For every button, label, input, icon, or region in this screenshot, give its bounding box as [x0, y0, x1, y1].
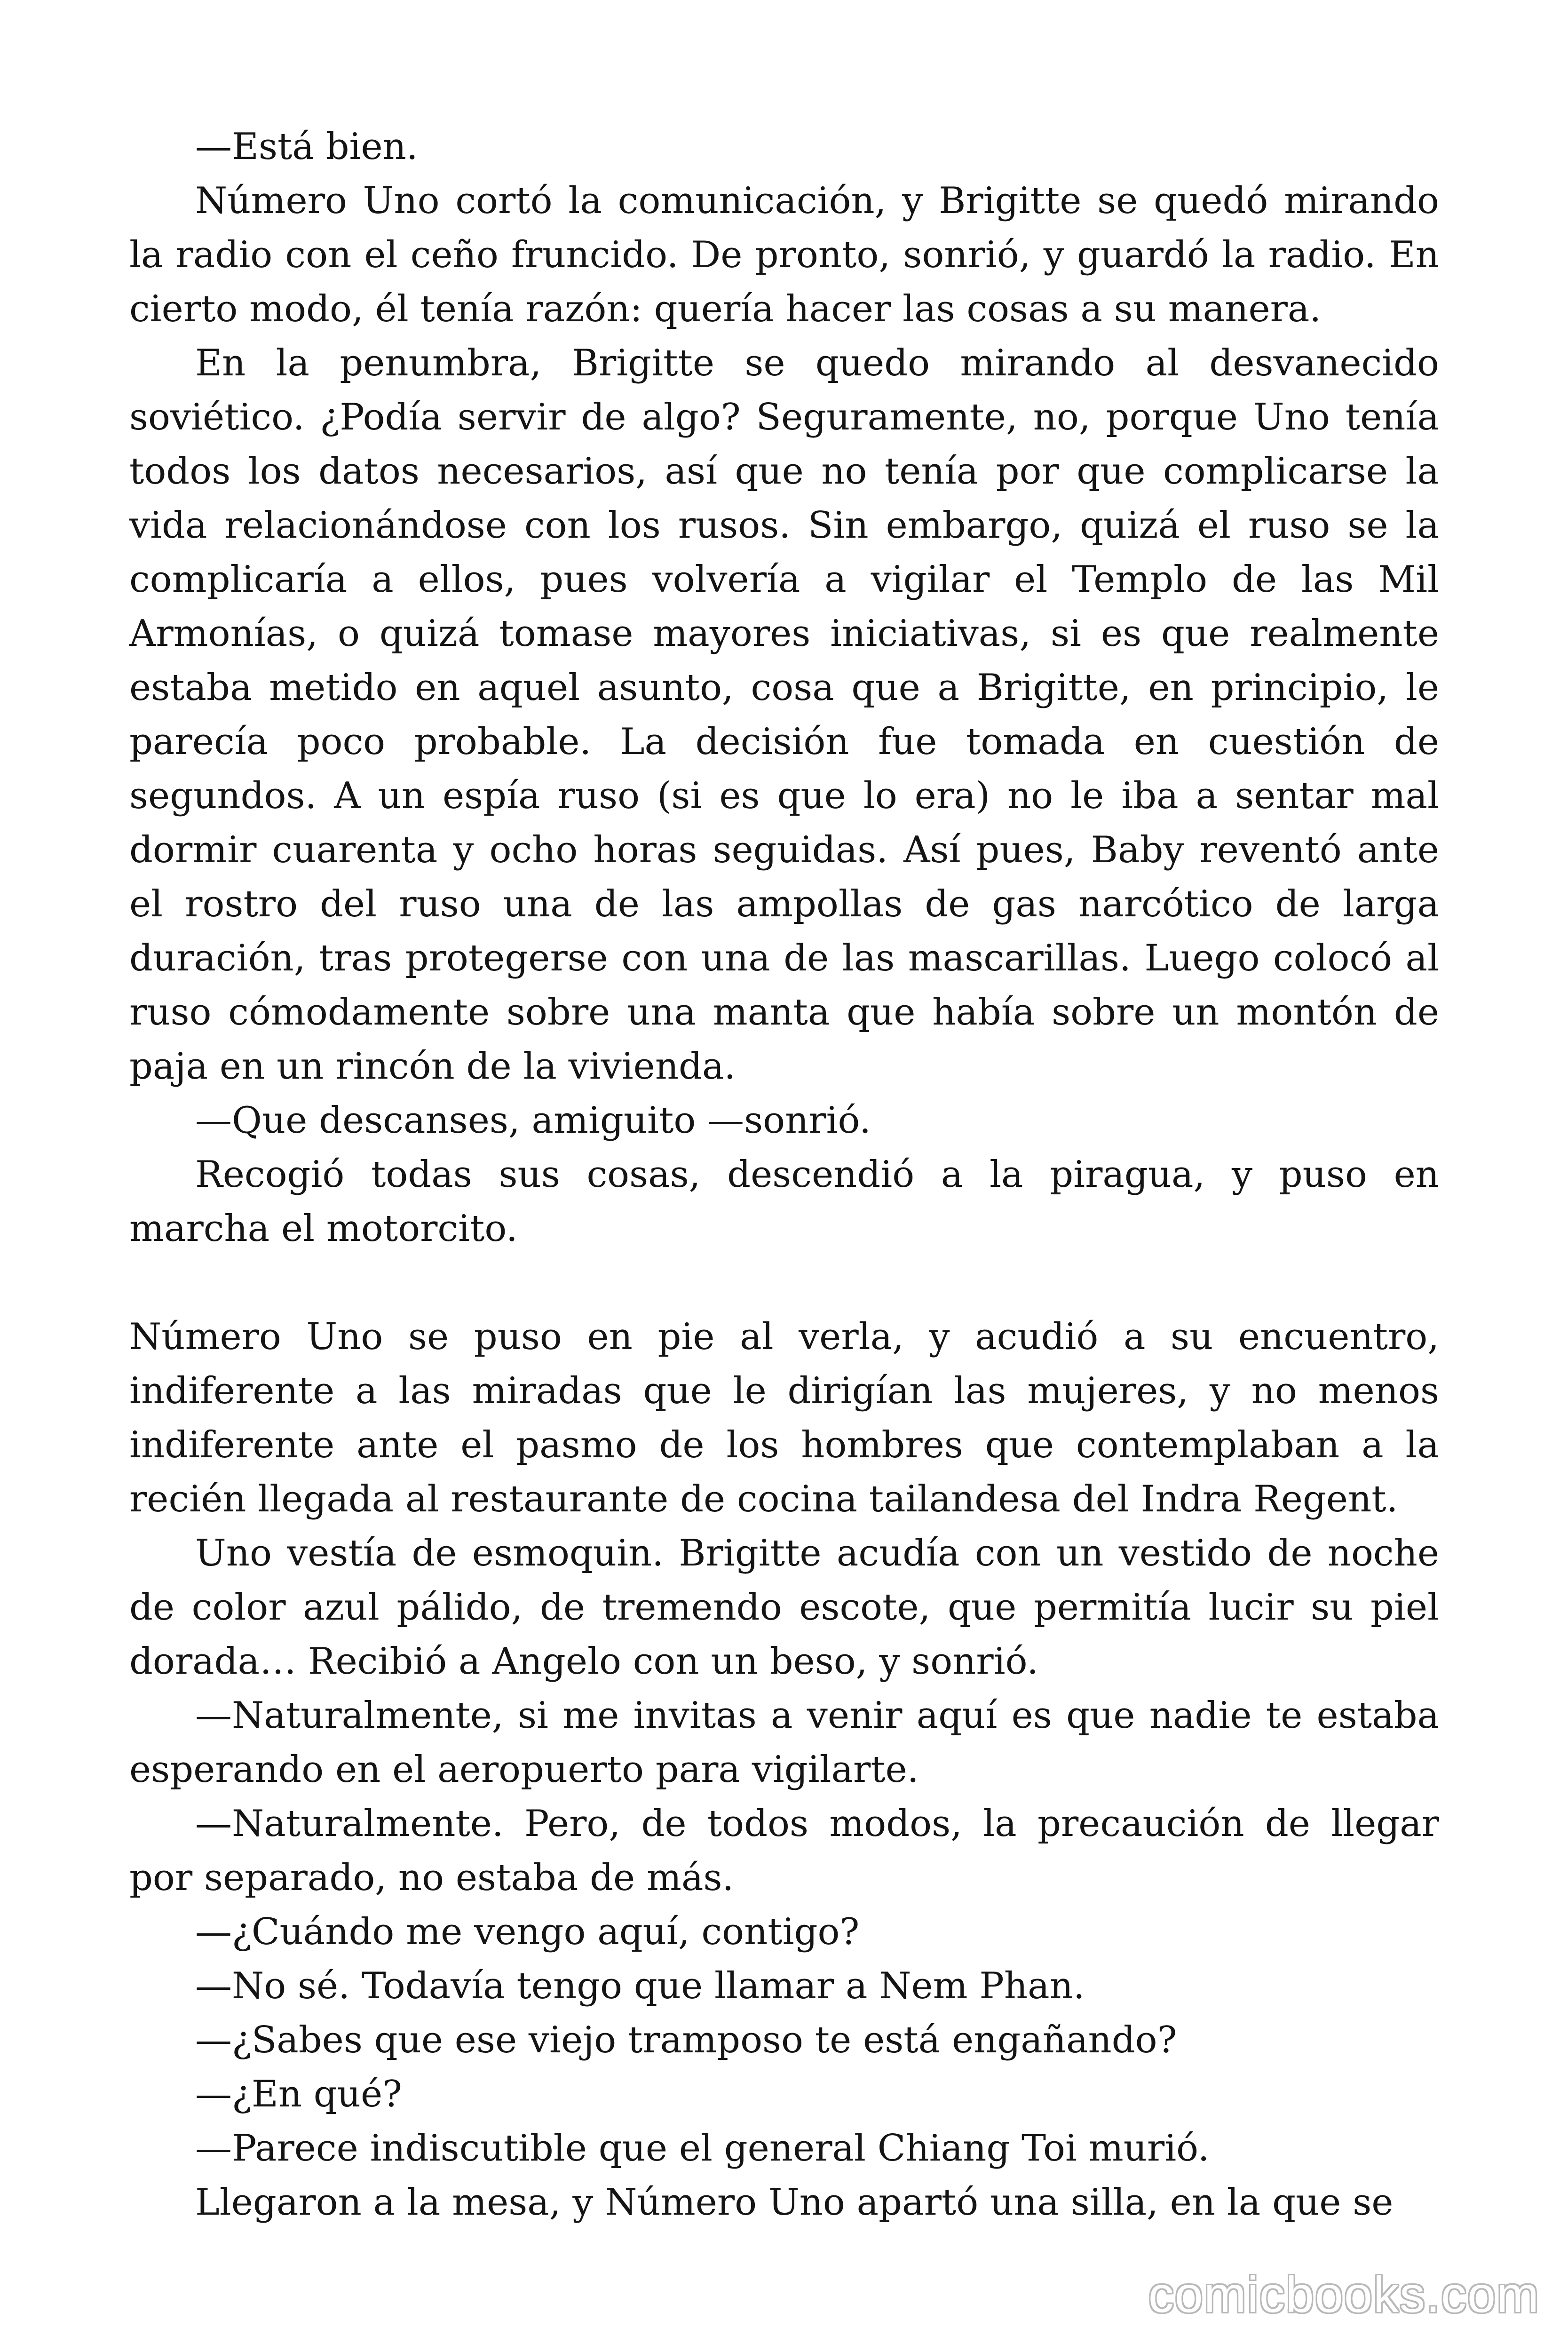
- paragraph: —Naturalmente, si me invitas a venir aquí es que nadie te estaba esperando en el aeropuerto para vigilarte.: [129, 1694, 1439, 1791]
- section-break: [129, 1256, 1439, 1310]
- paragraph: —No sé. Todavía tengo que llamar a Nem Phan.: [195, 1965, 1085, 2007]
- paragraph: —Está bien.: [195, 126, 418, 168]
- body-text: [129, 120, 1439, 2230]
- paragraph: —Que descanses, amiguito —sonrió.: [195, 1099, 871, 1142]
- paragraph: —Naturalmente. Pero, de todos modos, la precaución de llegar por separado, no estaba de más.: [129, 1803, 1439, 1899]
- watermark: comicbooks.com: [1148, 2266, 1540, 2323]
- paragraph: Número Uno se puso en pie al verla, y acudió a su encuentro, indiferente a las miradas que le dirigían las mujeres, y no menos indiferente ante el pasmo de los hombres que contemplaban a la recién llegada al restaurante de cocina tailandesa del Indra Regent.: [129, 1316, 1439, 1520]
- paragraph: Recogió todas sus cosas, descendió a la piragua, y puso en marcha el motorcito.: [129, 1153, 1439, 1250]
- paragraph: —¿En qué?: [195, 2073, 402, 2115]
- paragraph: Llegaron a la mesa, y Número Uno apartó una silla, en la que se: [195, 2181, 1394, 2224]
- paragraph: En la penumbra, Brigitte se quedo mirando al desvanecido soviético. ¿Podía servir de algo? Seguramente, no, porque Uno tenía todos los datos necesarios, así que no tenía por que complicarse la vida relacionándose con los rusos. Sin embargo, quizá el ruso se la complicaría a ellos, pues volvería a vigilar el Templo de las Mil Armonías, o quizá tomase mayores iniciativas, si es que realmente estaba metido en aquel asunto, cosa que a Brigitte, en principio, le parecía poco probable. La decisión fue tomada en cuestión de segundos. A un espía ruso (si es que lo era) no le iba a sentar mal dormir cuarenta y ocho horas seguidas. Así pues, Baby reventó ante el rostro del ruso una de las ampollas de gas narcótico de larga duración, tras protegerse con una de las mascarillas. Luego colocó al ruso cómodamente sobre una manta que había sobre un montón de paja en un rincón de la vivienda.: [129, 342, 1439, 1088]
- paragraph: —¿Sabes que ese viejo tramposo te está engañando?: [195, 2019, 1177, 2061]
- paragraph: —Parece indiscutible que el general Chiang Toi murió.: [195, 2127, 1210, 2169]
- paragraph: —¿Cuándo me vengo aquí, contigo?: [195, 1911, 860, 1953]
- paragraph: Uno vestía de esmoquin. Brigitte acudía con un vestido de noche de color azul pálido, de tremendo escote, que permitía lucir su piel dorada… Recibió a Angelo con un beso, y sonrió.: [129, 1532, 1439, 1683]
- paragraph: Número Uno cortó la comunicación, y Brigitte se quedó mirando la radio con el ceño fruncido. De pronto, sonrió, y guardó la radio. En cierto modo, él tenía razón: quería hacer las cosas a su manera.: [129, 180, 1439, 330]
